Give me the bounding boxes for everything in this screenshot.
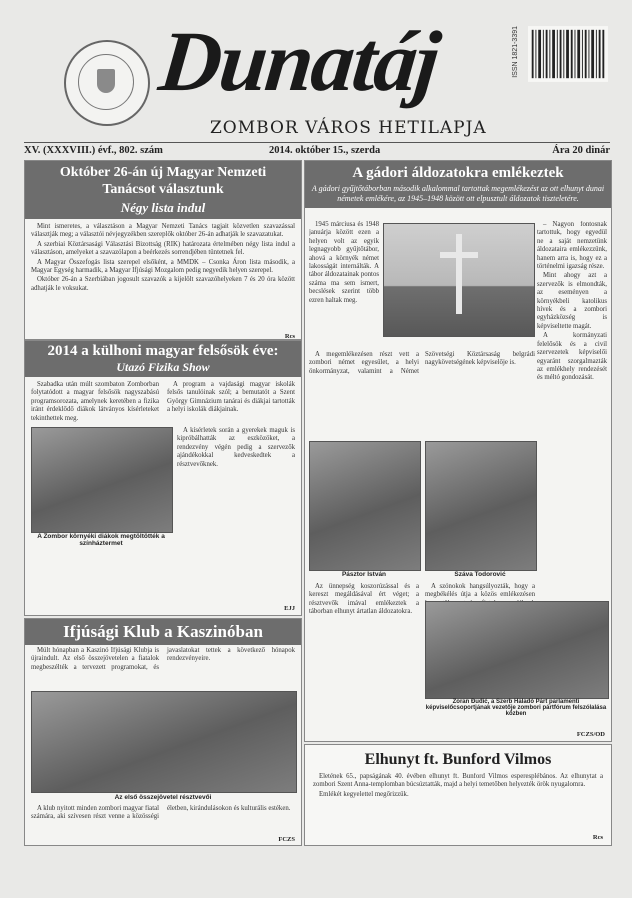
article-physics-caption: A Zombor környéki diákok megtöltötték a színháztermet (37, 533, 165, 547)
article-obituary-signature: Rcs (592, 834, 603, 841)
article-obituary-title: Elhunyt ft. Bunford Vilmos (364, 751, 552, 768)
article-youth-photo (31, 691, 297, 793)
article-youth-body: Múlt hónapban a Kaszinó Ifjúsági Klubja is újraindult. Az első összejövetelen a fiatalok megbeszélték a tervezett programokat, és javaslatokat tettek a következő hónapok rendezvényeire. (31, 647, 295, 671)
coat-of-arms-icon (97, 69, 115, 93)
article-physics-body: Szabadka után múlt szombaton Zomborban folytatódott a magyar felsősök nagyszabású programsorozata, amelynek keretében a fizika iránt érdeklődő diákok látványos kísérleteket tekinthettek meg. A program a vajdasági magyar iskolák felsős tanulóinak szól; a bemutatót a Szent György Gimnázium tanárai és diákjai tartották a helyi iskolák diákjainak. (31, 381, 295, 422)
article-youth-body-bottom: A klub nyitott minden zombori magyar fiatal számára, aki szívesen részt venne a közösségi életben, kirándulásokon és kulturális estéken. (31, 805, 291, 821)
article-physics-photo (31, 427, 173, 533)
article-election-body: Mint ismeretes, a választáson a Magyar Nemzeti Tanács tagjait közvetlen szavazással választják meg; a választói névjegyzékben szereplők október 26-án adhatják le szavazatukat. A szerbiai Köztársasági Választási Bizottság (RIK) határozata értelmében négy lista indul a választáson, amelyeket a szavazólapon a beérkezés sorrendjében tüntetnek fel. A Magyar Összefogás lista szerepel elsőként, a MMDK – Csonka Áron lista második, a Magyar Egység harmadik, a Magyar Ifjúsági Mozgalom pedig negyedik helyen szerepel. Október 26-án a Szerbiában jogosult szavazók a kijelölt szavazóhelyeken 7 és 20 óra között adhatják le voksukat. (31, 223, 295, 292)
article-gador-body-col1: 1945 márciusa és 1948 januárja között ezen a helyen volt az egyik legnagyobb gyűjtőtábor, ahová a környék német lakosságát internálták. A tábor áldozatainak pontos száma ma sem ismert, becslések szerint több ezren haltak meg. (309, 221, 379, 304)
article-election-subtitle: Négy lista indul (25, 200, 301, 219)
article-gador-photo-pasztor (309, 441, 421, 571)
article-gador-caption-todorovic: Száva Todorović (454, 571, 506, 578)
article-gador-caption-pasztor: Pásztor István (341, 571, 387, 578)
article-election-signature: Rcs (284, 333, 295, 340)
article-gador-caption-ceremony: Zoran Đuđić, a Szerb Haladó Párt parlamenti képviselőcsoportjának vezetője zombori pártfórum felszólalása közben (425, 699, 607, 717)
article-gador-cross-photo (383, 223, 535, 337)
article-gador-body-lower: Az ünnepség koszorúzással és a kereszt megáldásával ért véget; a résztvevők imával emlékeztek a táborban elhunyt ártatlan áldozatokra. A szónokok hangsúlyozták, hogy a megbékélés útja a közös emlékezésen (309, 583, 535, 616)
article-physics-signature: EJJ (284, 605, 295, 612)
memorial-cross-icon (456, 234, 462, 314)
memorial-cross-bar (440, 252, 478, 258)
issue-date: 2014. október 15., szerda (269, 145, 381, 156)
article-gador-memorial (304, 160, 612, 742)
article-physics-subtitle: Utazó Fizika Show (25, 360, 301, 377)
issn-number: ISSN 1821-3391 (512, 26, 519, 78)
article-physics-body-right: A kísérletek során a gyerekek maguk is kipróbálhatták az eszközöket, a rendezvény végén pedig a szervezők ajándékokkal kedveskedtek a résztvevőknek. (177, 427, 295, 468)
article-youth-signature: FCZS (278, 836, 295, 843)
article-gador-photo-ceremony (425, 601, 609, 699)
article-gador-body-col3: – Nagyon fontosnak tartottuk, hogy egyedül ne a saját nemzetünk áldozataira emlékezzünk, hanem arra is, hogy ez a történelmi igazság része. Mint ahogy azt a szervezők is elmondták, az eseményen a környékbeli katolikus hívek és a zombori egyházközség is képviseltette magát. A kormányzati felelősök és a civil szervezetek képviselői egyaránt szorgalmazták az emlékhely rendezését és méltó gondozását. (537, 221, 607, 382)
article-election (24, 160, 302, 340)
article-obituary-body: Életének 65., papságának 40. évében elhunyt ft. Bunford Vilmos esperesplébános. Az elhunytat a zombori Szent Anna-templomban búcsúztatták, majd a helyi temetőben helyezték örök nyugalomra. Emlékét kegyelettel megőrizzük. (313, 773, 603, 798)
article-gador-lead: A gádori gyűjtőtáborban második alkalommal tartottak megemlékezést az ott elhunyt dunai németek emlékére, az 1945–1948 között ott elpusztult áldozatok tiszteletére. (305, 184, 611, 208)
article-youth-title: Ifjúsági Klub a Kaszinóban (25, 619, 301, 645)
issue-info-bar (24, 142, 610, 159)
article-physics-title: 2014 a külhoni magyar felsősök éve: (25, 341, 301, 360)
issue-volume: XV. (XXXVIII.) évf., 802. szám (24, 145, 163, 156)
issue-price: Ára 20 dinár (552, 145, 610, 156)
city-seal (64, 40, 150, 126)
article-physics-show (24, 340, 302, 616)
article-youth-caption: Az első összejövetel résztvevői (114, 794, 212, 801)
article-election-title: Október 26-án új Magyar Nemzeti Tanácsot választunk (25, 161, 301, 200)
masthead-subtitle: ZOMBOR VÁROS HETILAPJA (210, 118, 487, 138)
article-gador-signature: FCZS/OD (576, 731, 605, 738)
masthead-title: Dunatáj (154, 13, 443, 109)
barcode (528, 22, 608, 86)
article-gador-title: A gádori áldozatokra emlékeztek (305, 161, 611, 184)
article-youth-club (24, 618, 302, 846)
article-gador-body-mid: A megemlékezésen részt vett a zombori német egyesület, a helyi önkormányzat, valamint a Német Szövetségi Köztársaság belgrádi nagykövetségének képviselője is. (309, 351, 535, 375)
article-obituary (304, 744, 612, 846)
article-gador-photo-todorovic (425, 441, 537, 571)
